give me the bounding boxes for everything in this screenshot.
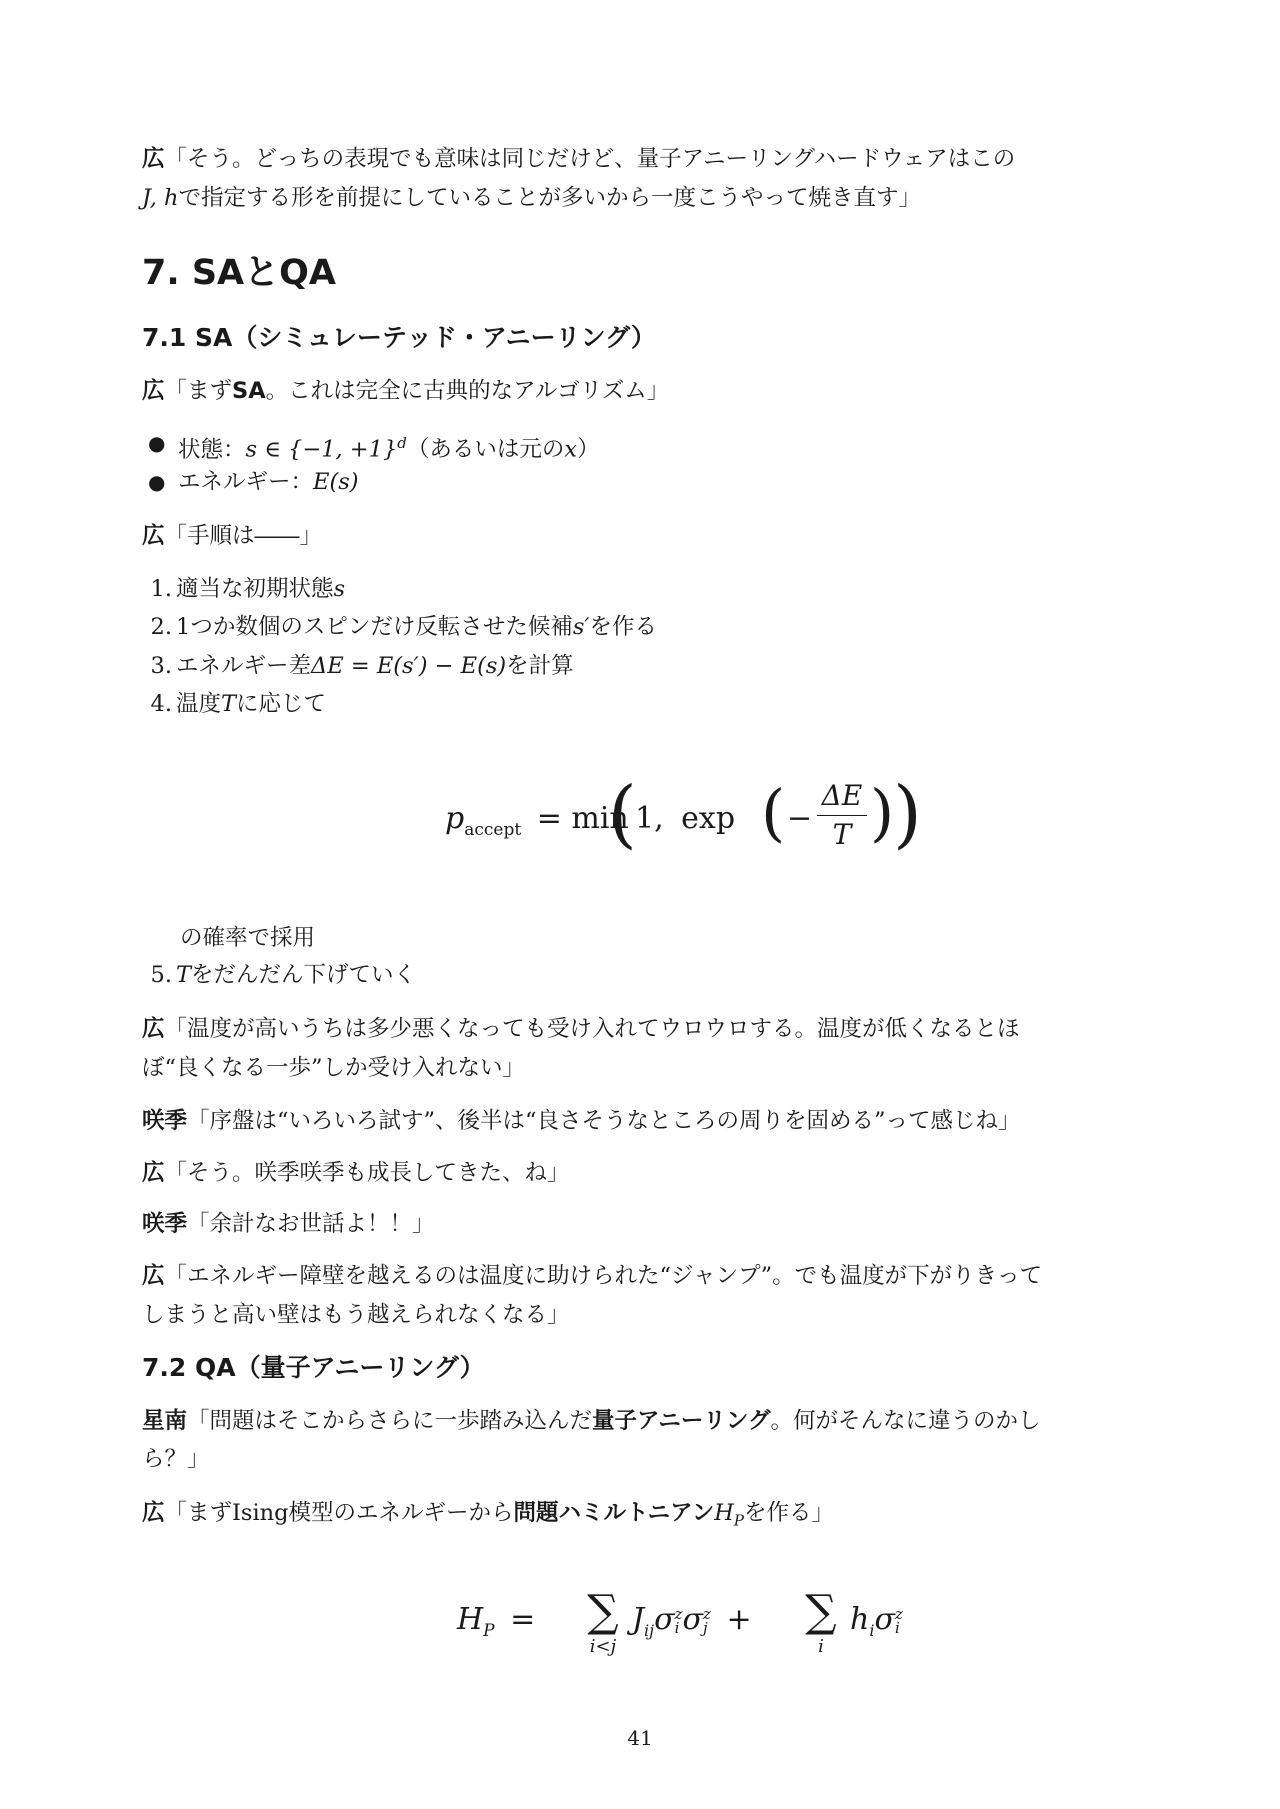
speaker: 広 xyxy=(142,146,165,172)
math-sub-p: P xyxy=(733,1511,744,1530)
eq2-sub-i: i xyxy=(894,1619,900,1637)
eq-min: = min xyxy=(536,801,629,836)
paragraph-1-line-2 xyxy=(142,178,921,218)
bullet-label: エネルギー： xyxy=(178,469,314,495)
eq2-plus: + xyxy=(726,1602,752,1637)
eq2-j: J xyxy=(632,1602,645,1637)
eq2-term2 xyxy=(850,1602,903,1640)
step-text: 適当な初期状態 xyxy=(176,576,334,602)
dialogue: 「そう。どっちの表現でも意味は同じだけど、量子アニーリングハードウェアはこの xyxy=(164,146,1016,172)
step-text: に応じて xyxy=(236,691,327,717)
speaker: 広 xyxy=(142,523,165,549)
math-s-prime: s′ xyxy=(572,614,590,640)
paragraph-6 xyxy=(142,1153,570,1193)
eq2-sub-i: i xyxy=(674,1619,680,1637)
paragraph-1-line-1 xyxy=(142,139,1015,179)
step-item xyxy=(142,569,345,609)
dialogue: 「まずIsing模型のエネルギーから xyxy=(164,1500,514,1526)
dialogue: 。これは完全に古典的なアルゴリズム」 xyxy=(265,378,670,404)
speaker: 広 xyxy=(142,1160,165,1186)
step-text: をだんだん下げていく xyxy=(191,962,417,988)
math-t: T xyxy=(221,691,237,717)
bold-term: 問題ハミルトニアン xyxy=(513,1500,715,1526)
dialogue: 「問題はそこからさらに一歩踏み込んだ xyxy=(187,1408,593,1434)
subsection-title: 7.2 QA（量子アニーリング） xyxy=(142,1353,485,1382)
sum-icon: ∑ xyxy=(587,1586,619,1637)
eq2-sigma: σ xyxy=(874,1602,895,1637)
bold-term: SA xyxy=(232,378,266,404)
math-energy: E(s) xyxy=(313,469,359,495)
dialogue: 「そう。咲季咲季も成長してきた、ね」 xyxy=(164,1160,570,1186)
math-t: T xyxy=(176,962,192,988)
math-s: s xyxy=(333,576,346,602)
step-item xyxy=(142,955,416,995)
left-paren-outer: ( xyxy=(608,771,637,857)
dialogue: 「余計なお世話よ！！」 xyxy=(187,1211,435,1237)
subsection-title: 7.1 SA（シミュレーテッド・アニーリング） xyxy=(142,323,656,352)
sum-1 xyxy=(579,1588,627,1658)
eq2-lhs xyxy=(457,1602,535,1641)
step-text: 1つか数個のスピンだけ反転させた候補 xyxy=(176,614,573,640)
dialogue: 「手順は――」 xyxy=(164,523,323,549)
right-paren-inner: ) xyxy=(870,776,895,849)
eq2-sigma: σ xyxy=(654,1602,675,1637)
left-paren-inner: ( xyxy=(761,776,786,849)
eq2-h: H xyxy=(457,1602,484,1637)
eq2-term1 xyxy=(632,1602,752,1640)
paragraph-2 xyxy=(142,371,669,411)
bullet-dot-icon: ● xyxy=(148,470,166,494)
speaker: 広 xyxy=(142,378,165,404)
paragraph-4-line-1 xyxy=(142,1009,1020,1049)
sum-2-sub: i xyxy=(818,1636,824,1657)
right-paren-outer: ) xyxy=(893,771,922,857)
math-sup: d xyxy=(397,434,407,452)
paragraph-9-line-1 xyxy=(142,1401,1040,1441)
eq2-equals: = xyxy=(510,1602,536,1637)
eq-p: p xyxy=(445,801,465,836)
eq2-h-sub: P xyxy=(483,1621,495,1641)
bullet-text: （あるいは元の xyxy=(406,436,565,463)
bullet-text: ） xyxy=(577,436,600,463)
eq2-h-small: h xyxy=(850,1602,870,1637)
dialogue: 「まず xyxy=(164,378,233,404)
dialogue: で指定する形を前提にしていることが多いから一度こうやって焼き直す」 xyxy=(178,185,922,211)
step-number: 2. xyxy=(150,614,172,640)
paragraph-5 xyxy=(142,1101,1021,1141)
step-number: 4. xyxy=(150,691,172,717)
fraction-denominator: T xyxy=(832,818,852,851)
step-text: エネルギー差 xyxy=(176,653,312,679)
eq2-subsup xyxy=(675,1607,683,1635)
step-text: を作る xyxy=(589,614,657,640)
eq2-sub-j: j xyxy=(702,1619,708,1637)
eq-one: 1, xyxy=(635,801,664,836)
acceptance-equation xyxy=(445,771,922,875)
step-item xyxy=(142,684,326,724)
eq2-subsup xyxy=(703,1607,711,1635)
paragraph-3 xyxy=(142,516,322,556)
step-text: を計算 xyxy=(506,653,574,679)
fraction xyxy=(817,779,867,852)
math-delta-e: ΔE = E(s′) − E(s) xyxy=(311,653,507,679)
page-number: 41 xyxy=(627,1726,653,1750)
hamiltonian-equation xyxy=(457,1588,977,1678)
speaker: 広 xyxy=(142,1500,165,1526)
paragraph-8-line-2: しまうと高い壁はもう越えられなくなる」 xyxy=(142,1302,570,1328)
eq-one-exp xyxy=(635,801,735,836)
paragraph-10 xyxy=(142,1493,834,1541)
eq2-h-sub-i: i xyxy=(869,1621,875,1640)
bold-term: 量子アニーリング xyxy=(592,1408,771,1434)
paragraph-8-line-1 xyxy=(142,1256,1042,1296)
dialogue: 「温度が高いうちは多少悪くなっても受け入れてウロウロする。温度が低くなるとほ xyxy=(164,1016,1020,1042)
step-item xyxy=(142,607,657,647)
eq2-sigma: σ xyxy=(682,1602,703,1637)
speaker: 咲季 xyxy=(142,1211,188,1237)
step-item xyxy=(142,646,574,686)
step-text: 温度 xyxy=(176,691,222,717)
eq2-sup-z: z xyxy=(894,1605,903,1623)
bullet-dot-icon: ● xyxy=(148,431,166,455)
sum-icon: ∑ xyxy=(805,1586,837,1637)
math-x: x xyxy=(564,436,578,463)
speaker: 広 xyxy=(142,1016,165,1042)
eq-minus: − xyxy=(787,801,813,836)
eq2-j-sub: ij xyxy=(644,1621,655,1640)
math-jh: J, h xyxy=(142,185,179,211)
eq-exp: exp xyxy=(681,801,736,836)
section-title: 7. SAとQA xyxy=(142,253,336,293)
dialogue: 。何がそんなに違うのかし xyxy=(770,1408,1041,1434)
fraction-bar xyxy=(817,815,867,816)
dialogue: 「序盤は“いろいろ試す”、後半は“良さそうなところの周りを固める”って感じね」 xyxy=(187,1108,1021,1134)
eq-lhs xyxy=(445,801,629,840)
speaker: 広 xyxy=(142,1263,165,1289)
paragraph-4-line-2: ぼ“良くなる一歩”しか受け入れない」 xyxy=(142,1055,526,1081)
paragraph-9-line-2: ら？」 xyxy=(142,1446,210,1472)
paragraph-7 xyxy=(142,1204,435,1244)
sum-2 xyxy=(797,1588,845,1658)
bullet-item xyxy=(142,462,942,502)
step-4-continued: の確率で採用 xyxy=(180,925,316,951)
dialogue: 「エネルギー障壁を越えるのは温度に助けられた“ジャンプ”。でも温度が下がりきって xyxy=(164,1263,1043,1289)
eq2-subsup xyxy=(895,1607,903,1635)
speaker: 咲季 xyxy=(142,1108,188,1134)
step-number: 3. xyxy=(150,653,172,679)
eq-sub-accept: accept xyxy=(464,820,522,840)
math-h: H xyxy=(714,1500,734,1526)
sum-1-sub: i<j xyxy=(589,1636,617,1657)
fraction-numerator: ΔE xyxy=(821,779,863,812)
eq2-sup-z: z xyxy=(702,1605,711,1623)
eq2-sup-z: z xyxy=(674,1605,683,1623)
dialogue: を作る」 xyxy=(743,1500,834,1526)
speaker: 星南 xyxy=(142,1408,188,1434)
bullet-label: 状態： xyxy=(178,436,246,463)
math-state: s ∈ {−1, +1} xyxy=(245,436,398,463)
step-number: 5. xyxy=(150,962,172,988)
step-number: 1. xyxy=(150,576,172,602)
